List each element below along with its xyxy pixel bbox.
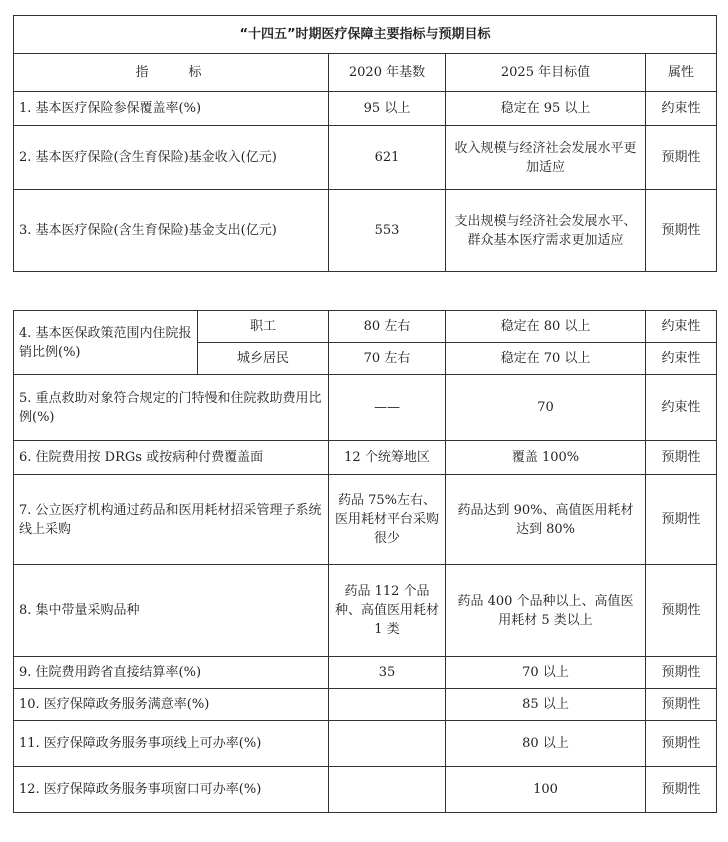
row-indicator: 1. 基本医疗保险参保覆盖率(%) (14, 92, 329, 126)
row-attribute: 预期性 (646, 767, 717, 813)
row-indicator: 3. 基本医疗保险(含生育保险)基金支出(亿元) (14, 190, 329, 272)
row-attribute: 预期性 (646, 565, 717, 657)
row-target: 覆盖 100% (446, 441, 646, 475)
table-title: “十四五”时期医疗保障主要指标与预期目标 (14, 16, 717, 54)
row-base: 95 以上 (329, 92, 446, 126)
row-base: 药品 75%左右、医用耗材平台采购很少 (329, 475, 446, 565)
row-sub-label: 城乡居民 (198, 343, 329, 375)
header-attribute: 属性 (646, 54, 717, 92)
row-target: 80 以上 (446, 721, 646, 767)
row-attribute: 预期性 (646, 475, 717, 565)
row-attribute: 预期性 (646, 441, 717, 475)
row-base: 35 (329, 657, 446, 689)
row-indicator: 11. 医疗保障政务服务事项线上可办率(%) (14, 721, 329, 767)
table-row (14, 126, 717, 190)
row-base: 药品 112 个品种、高值医用耗材 1 类 (329, 565, 446, 657)
indicators-table-part1 (13, 15, 717, 272)
row-attribute: 约束性 (646, 375, 717, 441)
row-base (329, 767, 446, 813)
row-target: 85 以上 (446, 689, 646, 721)
row-base: 70 左右 (329, 343, 446, 375)
row-base: 553 (329, 190, 446, 272)
indicators-table-part2 (13, 310, 717, 813)
row-indicator: 4. 基本医保政策范围内住院报销比例(%) (14, 311, 198, 375)
table-row (14, 767, 717, 813)
row-base: —— (329, 375, 446, 441)
row-target: 稳定在 70 以上 (446, 343, 646, 375)
table-row (14, 565, 717, 657)
row-target: 药品 400 个品种以上、高值医用耗材 5 类以上 (446, 565, 646, 657)
row-indicator: 8. 集中带量采购品种 (14, 565, 329, 657)
row-sub-label: 职工 (198, 311, 329, 343)
row-attribute: 约束性 (646, 343, 717, 375)
row-target: 稳定在 80 以上 (446, 311, 646, 343)
header-row (14, 54, 717, 92)
row-indicator: 9. 住院费用跨省直接结算率(%) (14, 657, 329, 689)
row-indicator: 10. 医疗保障政务服务满意率(%) (14, 689, 329, 721)
table-row (14, 190, 717, 272)
table-row (14, 721, 717, 767)
row-target: 100 (446, 767, 646, 813)
row-target: 药品达到 90%、高值医用耗材达到 80% (446, 475, 646, 565)
table-row (14, 441, 717, 475)
row-base: 80 左右 (329, 311, 446, 343)
table-row (14, 657, 717, 689)
table-row (14, 311, 717, 343)
row-base: 12 个统筹地区 (329, 441, 446, 475)
row-target: 收入规模与经济社会发展水平更加适应 (446, 126, 646, 190)
row-attribute: 约束性 (646, 92, 717, 126)
row-indicator: 12. 医疗保障政务服务事项窗口可办率(%) (14, 767, 329, 813)
row-indicator: 2. 基本医疗保险(含生育保险)基金收入(亿元) (14, 126, 329, 190)
row-target: 支出规模与经济社会发展水平、群众基本医疗需求更加适应 (446, 190, 646, 272)
row-indicator: 7. 公立医疗机构通过药品和医用耗材招采管理子系统线上采购 (14, 475, 329, 565)
table-row (14, 375, 717, 441)
row-base (329, 721, 446, 767)
row-indicator: 6. 住院费用按 DRGs 或按病种付费覆盖面 (14, 441, 329, 475)
row-base (329, 689, 446, 721)
header-indicator: 指标 (14, 54, 329, 92)
row-target: 稳定在 95 以上 (446, 92, 646, 126)
row-attribute: 预期性 (646, 721, 717, 767)
row-attribute: 预期性 (646, 689, 717, 721)
row-attribute: 预期性 (646, 126, 717, 190)
row-attribute: 约束性 (646, 311, 717, 343)
table-row (14, 475, 717, 565)
header-target-2025: 2025 年目标值 (446, 54, 646, 92)
row-attribute: 预期性 (646, 190, 717, 272)
table-row (14, 92, 717, 126)
row-base: 621 (329, 126, 446, 190)
row-target: 70 以上 (446, 657, 646, 689)
table-row (14, 689, 717, 721)
row-target: 70 (446, 375, 646, 441)
row-attribute: 预期性 (646, 657, 717, 689)
header-base-2020: 2020 年基数 (329, 54, 446, 92)
row-indicator: 5. 重点救助对象符合规定的门特慢和住院救助费用比例(%) (14, 375, 329, 441)
